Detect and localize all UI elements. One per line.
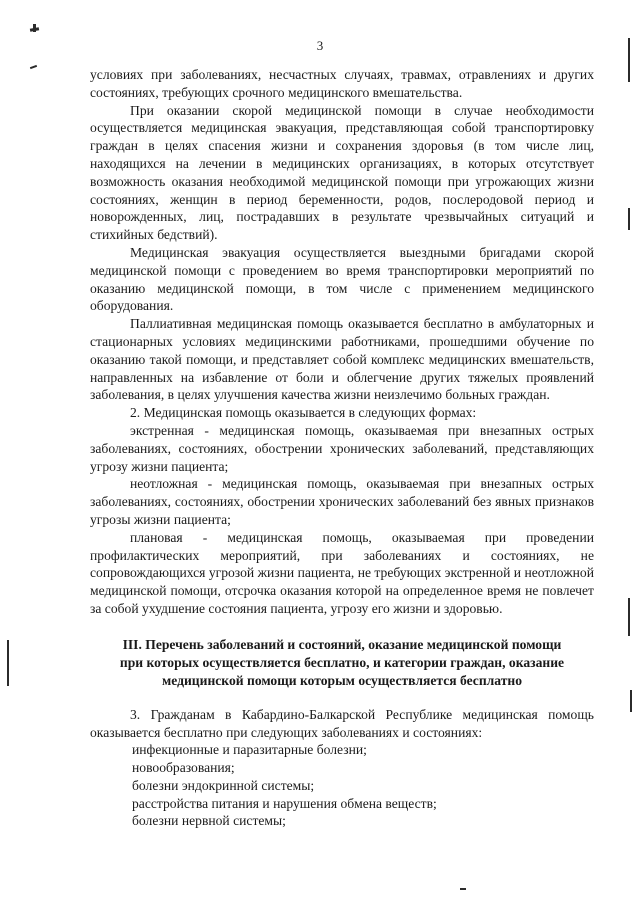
scan-mark	[30, 65, 37, 69]
scan-mark	[628, 598, 630, 636]
list-item: болезни эндокринной системы;	[132, 777, 315, 793]
scan-mark	[460, 888, 466, 890]
list-item: инфекционные и паразитарные болезни;	[132, 742, 367, 758]
disease-list	[90, 741, 594, 830]
paragraph: 3. Гражданам в Кабардино-Балкарской Республике медицинская помощь оказывается бесплатно при следующих заболеваниях и состояниях:	[90, 706, 594, 740]
list-item: новообразования;	[132, 760, 235, 776]
scan-mark	[7, 640, 9, 686]
section-heading-line: III. Перечень заболеваний и состояний, оказание медицинской помощи	[122, 636, 562, 652]
scan-mark	[33, 24, 36, 32]
paragraph: экстренная - медицинская помощь, оказываемая при внезапных острых заболеваниях, состояниях, обострении хронических заболеваний, представляющих угрозу жизни пациента;	[90, 422, 594, 474]
paragraph: плановая - медицинская помощь, оказываемая при проведении профилактических мероприятий, при заболеваниях и состояниях, не сопровождающихся угрозой жизни пациента, не требующих экстренной и неотложной медицинской помощи, отсрочка оказания которой на определенное время не повлечет за собой ухудшение состояния пациента, угрозу его жизни и здоровью.	[90, 529, 594, 616]
scan-mark	[628, 208, 630, 230]
list-item: болезни нервной системы;	[132, 813, 286, 829]
document-body	[90, 66, 594, 830]
section-heading	[90, 636, 594, 690]
paragraph: 2. Медицинская помощь оказывается в следующих формах:	[130, 405, 477, 421]
section-heading-line: медицинской помощи которым осуществляется бесплатно	[161, 672, 523, 688]
section-heading-line: при которых осуществляется бесплатно, и категории граждан, оказание	[119, 654, 565, 670]
scan-mark	[630, 690, 632, 712]
page-number: 3	[316, 38, 324, 53]
paragraph: неотложная - медицинская помощь, оказываемая при внезапных острых заболеваниях, состояниях, обострении хронических заболеваний без явных признаков угрозы жизни пациента;	[90, 476, 594, 527]
paragraph: условиях при заболеваниях, несчастных случаях, травмах, отравлениях и других состояниях, требующих срочного медицинского вмешательства.	[90, 67, 594, 100]
paragraph: При оказании скорой медицинской помощи в случае необходимости осуществляется медицинская эвакуация, представляющая собой транспортировку граждан в целях спасения жизни и сохранения здоровья (в том числе лиц, находящихся на лечении в медицинских организациях, в которых отсутствует возможность оказания необходимой медицинской помощи при угрожающих жизни состояниях, женщин в период беременности, родов, послеродовой период и новорожденных, лиц, пострадавших в результате чрезвычайных ситуаций и стихийных бедствий).	[90, 102, 594, 243]
list-item: расстройства питания и нарушения обмена веществ;	[132, 795, 437, 811]
paragraph: Паллиативная медицинская помощь оказывается бесплатно в амбулаторных и стационарных условиях медицинскими работниками, прошедшими обучение по оказанию такой помощи, и представляет собой комплекс медицинских вмешательств, направленных на избавление от боли и облегчение других тяжелых проявлений заболевания, в целях улучшения качества жизни неизлечимо больных граждан.	[90, 316, 594, 403]
paragraph: Медицинская эвакуация осуществляется выездными бригадами скорой медицинской помощи с проведением во время транспортировки мероприятий по оказанию медицинской помощи, в том числе с применением медицинского оборудования.	[90, 244, 594, 314]
